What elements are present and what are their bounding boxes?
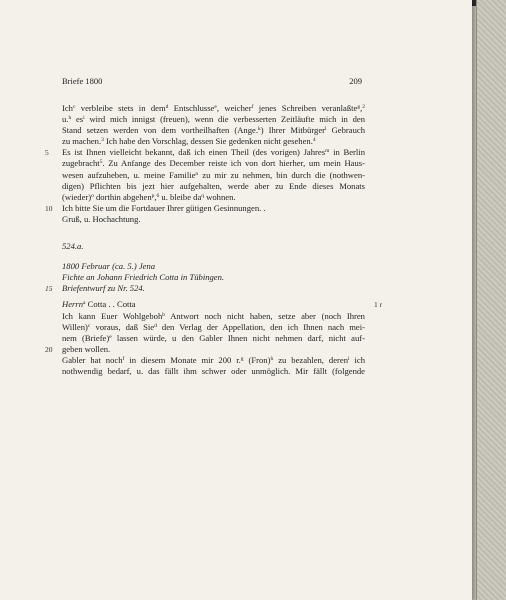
text-line	[62, 170, 365, 181]
text-segment: wesen aufzuheben, u. meine Familie	[62, 169, 196, 180]
text-segment: Cotta . . Cotta	[85, 299, 136, 310]
text-segment: Ich	[62, 103, 73, 113]
spacer	[62, 252, 365, 261]
footnote-marker: h	[68, 115, 72, 122]
text-segment: Antwort noch nicht haben, setze aber (noch Ihren	[165, 310, 365, 321]
text-segment: wird mich innigst (freuen), wenn die verbesserten Zeitläufte mich in den	[84, 114, 365, 125]
footnote-marker: 6	[156, 192, 160, 199]
footnote-marker: l	[325, 126, 327, 133]
text-segment: wohnen.	[204, 191, 236, 202]
text-segment: Fichte an Johann Friedrich Cotta in Tübingen.	[62, 272, 225, 283]
running-header	[62, 76, 362, 86]
text-segment: nem (Briefe)	[62, 332, 110, 343]
line-number: 20	[45, 344, 53, 354]
text-segment: es	[71, 114, 84, 125]
text-line	[45, 147, 365, 158]
footnote-marker: c	[87, 322, 91, 329]
footnote-marker: b	[162, 311, 165, 318]
footnote-marker: p	[151, 192, 155, 199]
footnote-marker: g	[240, 355, 244, 362]
footnote-marker: 5	[99, 159, 103, 166]
footnote-marker: d	[154, 322, 157, 329]
text-segment: digen) Pflichten bis jezt hier aufgehalten, werde aber zu Ende dieses Monats	[62, 180, 365, 191]
text-line	[62, 103, 365, 114]
footnote-marker: n	[195, 170, 199, 177]
footnote-marker: f	[122, 355, 125, 362]
footnote-marker: m	[325, 148, 330, 155]
text-segment: Ich bitte Sie um die Fortdauer Ihrer gütigen Gesinnungen. .	[62, 202, 266, 213]
text-segment: u.	[62, 114, 69, 125]
letter-number: 524.a.	[62, 241, 84, 252]
text-line	[62, 322, 365, 333]
text-segment: geben wollen.	[62, 343, 111, 354]
book-binding-edge	[476, 0, 506, 600]
text-line	[62, 366, 365, 377]
text-segment: zu mir zu nehmen, bin durch die (nothwen-	[198, 169, 365, 180]
letter-head-line	[62, 272, 365, 283]
text-segment: Ich kann Euer Wohlgeboh	[62, 310, 163, 321]
letter-head-line	[45, 283, 365, 294]
footnote-marker: q	[201, 192, 205, 199]
text-segment: Jena	[136, 261, 156, 272]
text-segment: Gebrauch	[326, 125, 365, 136]
footnote-marker: e	[109, 333, 112, 340]
letter-text-body	[45, 103, 383, 377]
text-line	[62, 136, 365, 147]
footnote-marker: a	[83, 300, 86, 307]
footnote-marker: i	[83, 115, 85, 122]
text-segment: ,	[216, 103, 225, 113]
text-segment: zu machen.	[62, 136, 102, 147]
text-segment: ich	[349, 354, 366, 365]
letter-head-line	[62, 261, 365, 272]
text-line	[62, 299, 383, 310]
text-line	[45, 343, 365, 355]
footnote-marker: 3	[101, 137, 104, 144]
text-line	[62, 311, 365, 322]
text-segment: 1800 Februar (ca. 5.)	[62, 261, 137, 272]
text-segment: Gruß, u. Hochachtung.	[62, 213, 141, 224]
text-line	[62, 355, 365, 366]
text-segment: weicher	[224, 103, 252, 113]
text-segment: voraus, daß Sie	[90, 321, 155, 332]
footnote-marker: 4	[312, 137, 316, 144]
footnote-marker: d	[165, 104, 169, 110]
line-number: 10	[45, 203, 53, 213]
text-line	[62, 181, 365, 192]
text-segment: lassen würde, u den Gabler Ihnen nicht nehmen darf, nicht auf-	[111, 332, 365, 343]
footnote-marker: e	[214, 104, 217, 110]
footnote-block-1	[62, 405, 365, 413]
footnote-marker: c	[72, 104, 76, 110]
footnote-marker: h	[270, 355, 274, 362]
spacer	[62, 225, 365, 241]
line-number: 5	[45, 148, 49, 158]
text-segment: Entschlusse	[168, 103, 215, 113]
page-number: 209	[349, 76, 362, 86]
text-segment: zugebracht	[62, 158, 100, 169]
text-segment: (wieder)	[62, 191, 92, 202]
text-segment: jenes Schreiben	[253, 103, 322, 113]
text-segment: Es ist Ihnen vielleicht bekannt, daß ich einen Theil (des vorigen) Jahres	[62, 147, 326, 158]
text-line	[45, 202, 365, 214]
text-segment: Willen)	[62, 321, 88, 332]
text-line	[62, 114, 365, 125]
footnote-marker: f	[251, 104, 254, 110]
folio-note: 1 r	[374, 300, 383, 310]
text-segment: Stand setzen werden von dem vortheilhaften (Ange.	[62, 125, 258, 136]
text-segment: ,	[154, 191, 157, 202]
text-segment: den Verlag der Appellation, den ich Ihnen nach mei-	[156, 321, 365, 332]
text-segment: Herrn	[62, 299, 84, 310]
footnote-marker: i	[348, 355, 350, 362]
line-number: 15	[45, 284, 53, 294]
text-segment: . Zu Anfange des December reiste ich von dort hierher, um mein Haus-	[102, 158, 365, 169]
text-segment: ) Ihrer Mitbürger	[260, 125, 326, 136]
text-segment: veranlaßte	[321, 103, 358, 113]
text-segment: u. bleibe da	[159, 191, 202, 202]
text-line	[62, 214, 365, 225]
text-segment: zu bezahlen, deren	[273, 354, 349, 365]
running-title: Briefe 1800	[62, 76, 103, 86]
text-segment: verbleibe stets in dem	[75, 103, 166, 113]
text-line	[62, 125, 365, 136]
text-segment: in Berlin	[329, 147, 365, 158]
footnote-marker: o	[91, 192, 94, 199]
text-segment: nothwendig bedarf, u. das fällt ihm schwer oder unmöglich. Mir fällt (folgende	[62, 365, 365, 376]
footnote-marker: 2	[362, 104, 366, 110]
text-segment: ,	[360, 103, 363, 113]
text-segment: Ich habe den Vorschlag, dessen Sie gedenken nicht gesehen.	[103, 136, 313, 147]
text-segment: dorthin abgehen	[93, 191, 152, 202]
text-line	[62, 158, 365, 169]
text-segment: Gabler hat noch	[62, 354, 123, 365]
text-line	[62, 333, 365, 344]
text-segment: Briefentwurf zu Nr. 524.	[62, 283, 145, 294]
text-segment: in diesem Monate mir 200 r.	[124, 354, 241, 365]
footnote-marker: g	[357, 104, 361, 110]
text-segment: (Fron)	[243, 354, 271, 365]
text-line	[62, 192, 365, 203]
footnote-marker: k	[257, 126, 261, 133]
